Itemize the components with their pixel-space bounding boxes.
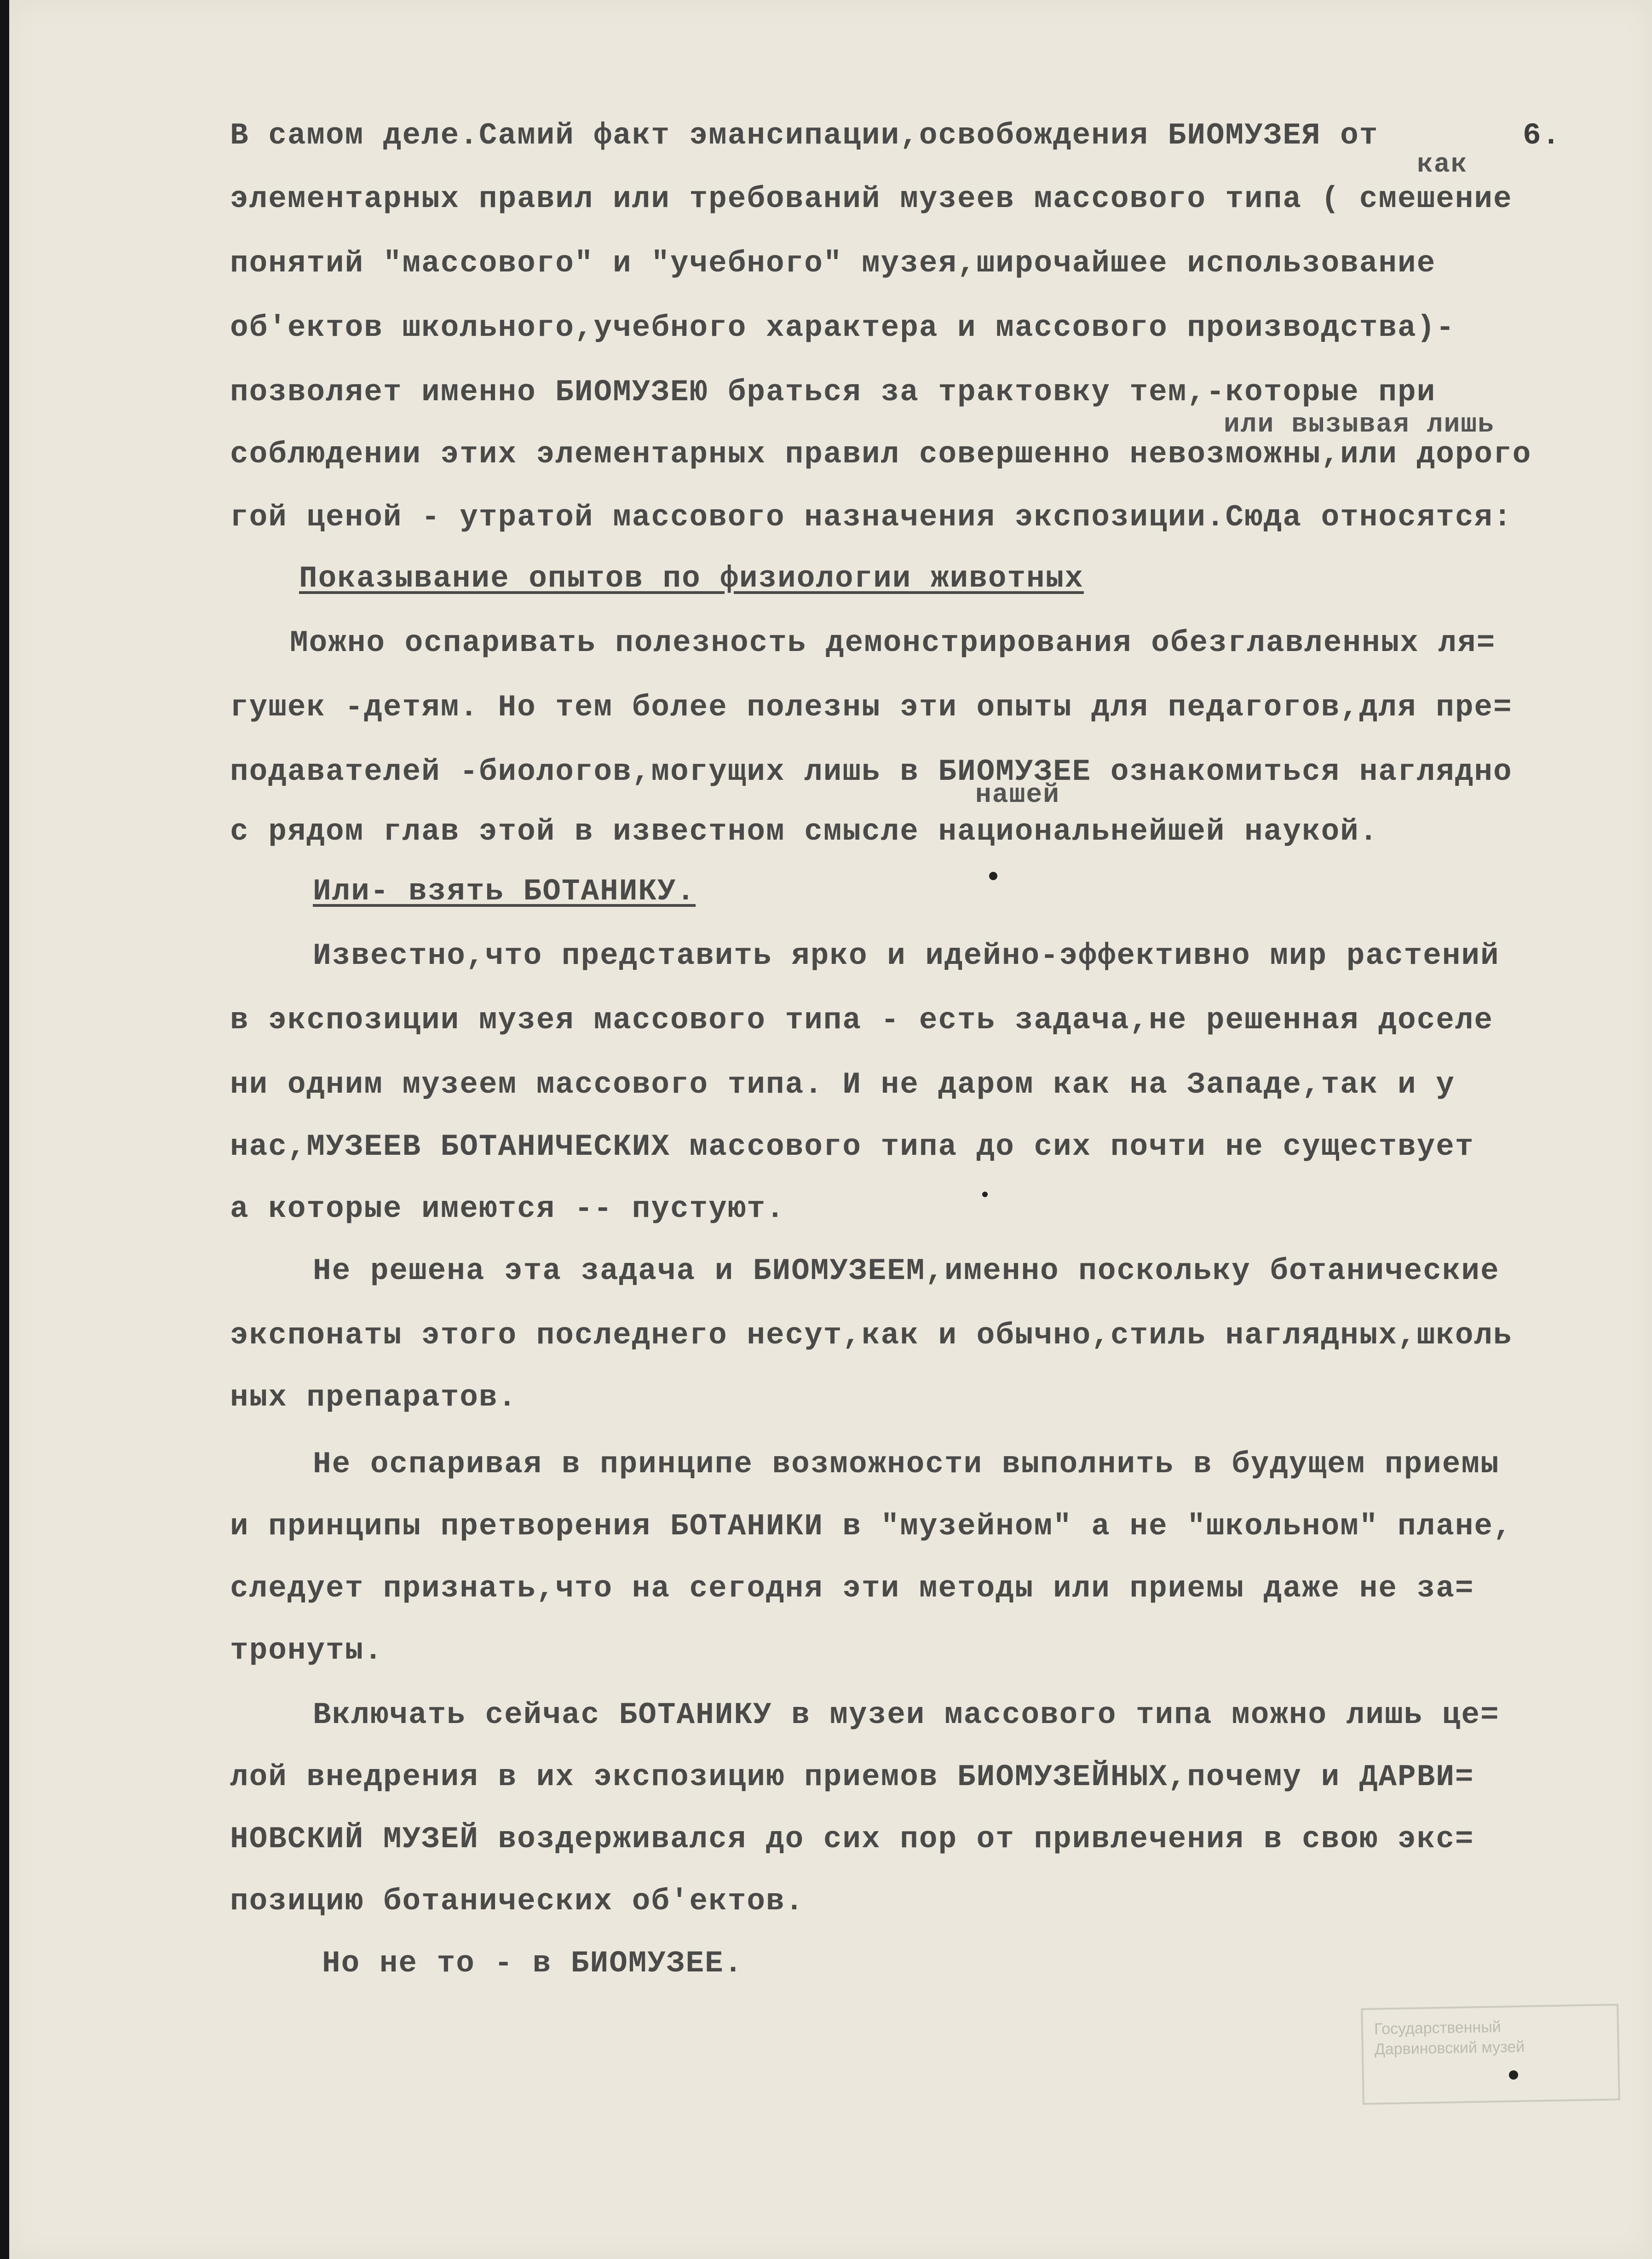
handwritten-insertion: нашей xyxy=(975,780,1060,810)
text-line: Включать сейчас БОТАНИКУ в музеи массового типа можно лишь це= xyxy=(313,1698,1500,1732)
text-line: НОВСКИЙ МУЗЕЙ воздерживался до сих пор от привлечения в свою экс= xyxy=(230,1822,1474,1856)
text-line: с рядом глав этой в известном смысле национальнейшей наукой. xyxy=(230,814,1379,849)
text-line: ных препаратов. xyxy=(230,1380,518,1415)
text-line: нас,МУЗЕЕВ БОТАНИЧЕСКИХ массового типа до сих почти не существует xyxy=(230,1130,1474,1164)
text-line: элементарных правил или требований музеев массового типа ( смешение xyxy=(230,182,1513,216)
text-line: а которые имеются -- пустуют. xyxy=(230,1192,785,1226)
ink-dot xyxy=(982,1192,988,1197)
text-line: Не оспаривая в принципе возможности выполнить в будущем приемы xyxy=(313,1447,1500,1481)
text-line: лой внедрения в их экспозицию приемов БИОМУЗЕЙНЫХ,почему и ДАРВИ= xyxy=(230,1760,1474,1794)
page-number: 6. xyxy=(1523,118,1561,153)
text-line: Можно оспаривать полезность демонстрирования обезглавленных ля= xyxy=(290,626,1496,660)
section-heading: Или- взять БОТАНИКУ. xyxy=(313,874,696,909)
typed-text-body xyxy=(9,0,1652,2259)
text-line: гушек -детям. Но тем более полезны эти опыты для педагогов,для пре= xyxy=(230,690,1513,725)
text-line: ни одним музеем массового типа. И не даром как на Западе,так и у xyxy=(230,1067,1455,1102)
text-line: гой ценой - утратой массового назначения экспозиции.Сюда относятся: xyxy=(230,500,1513,535)
text-line: следует признать,что на сегодня эти методы или приемы даже не за= xyxy=(230,1571,1474,1606)
ink-dot xyxy=(989,872,997,880)
text-line: Известно,что представить ярко и идейно-эффективно мир растений xyxy=(313,939,1500,973)
text-line: понятий "массового" и "учебного" музея,широчайшее использование xyxy=(230,246,1436,281)
text-line: позволяет именно БИОМУЗЕЮ браться за трактовку тем,-которые при xyxy=(230,375,1436,409)
archive-stamp xyxy=(1361,2004,1620,2105)
text-line: Но не то - в БИОМУЗЕЕ. xyxy=(322,1946,743,1981)
handwritten-insertion-kak: как xyxy=(1417,150,1468,180)
text-line: и принципы претворения БОТАНИКИ в "музейном" а не "школьном" плане, xyxy=(230,1509,1513,1544)
text-line: экспонаты этого последнего несут,как и обычно,стиль наглядных,школь xyxy=(230,1318,1513,1353)
stamp-line: Дарвиновский музей xyxy=(1374,2038,1525,2058)
stamp-line: Государственный xyxy=(1374,2018,1502,2038)
text-line: Не решена эта задача и БИОМУЗЕЕМ,именно поскольку ботанические xyxy=(313,1254,1500,1288)
text-line: В самом деле.Самий факт эмансипации,освобождения БИОМУЗЕЯ от xyxy=(230,118,1379,153)
text-line: соблюдении этих элементарных правил совершенно невозможны,или дорого xyxy=(230,437,1532,472)
text-line: тронуты. xyxy=(230,1633,383,1668)
handwritten-insertion: или вызывая лишь xyxy=(1224,410,1495,440)
text-line: об'ектов школьного,учебного характера и массового производства)- xyxy=(230,311,1455,345)
text-line: позицию ботанических об'ектов. xyxy=(230,1884,805,1919)
text-line: в экспозиции музея массового типа - есть задача,не решенная доселе xyxy=(230,1003,1494,1037)
document-page xyxy=(9,0,1652,2259)
section-heading: Показывание опытов по физиологии животных xyxy=(299,561,1084,596)
text-line: подавателей -биологов,могущих лишь в БИОМУЗЕЕ ознакомиться наглядно xyxy=(230,755,1513,789)
